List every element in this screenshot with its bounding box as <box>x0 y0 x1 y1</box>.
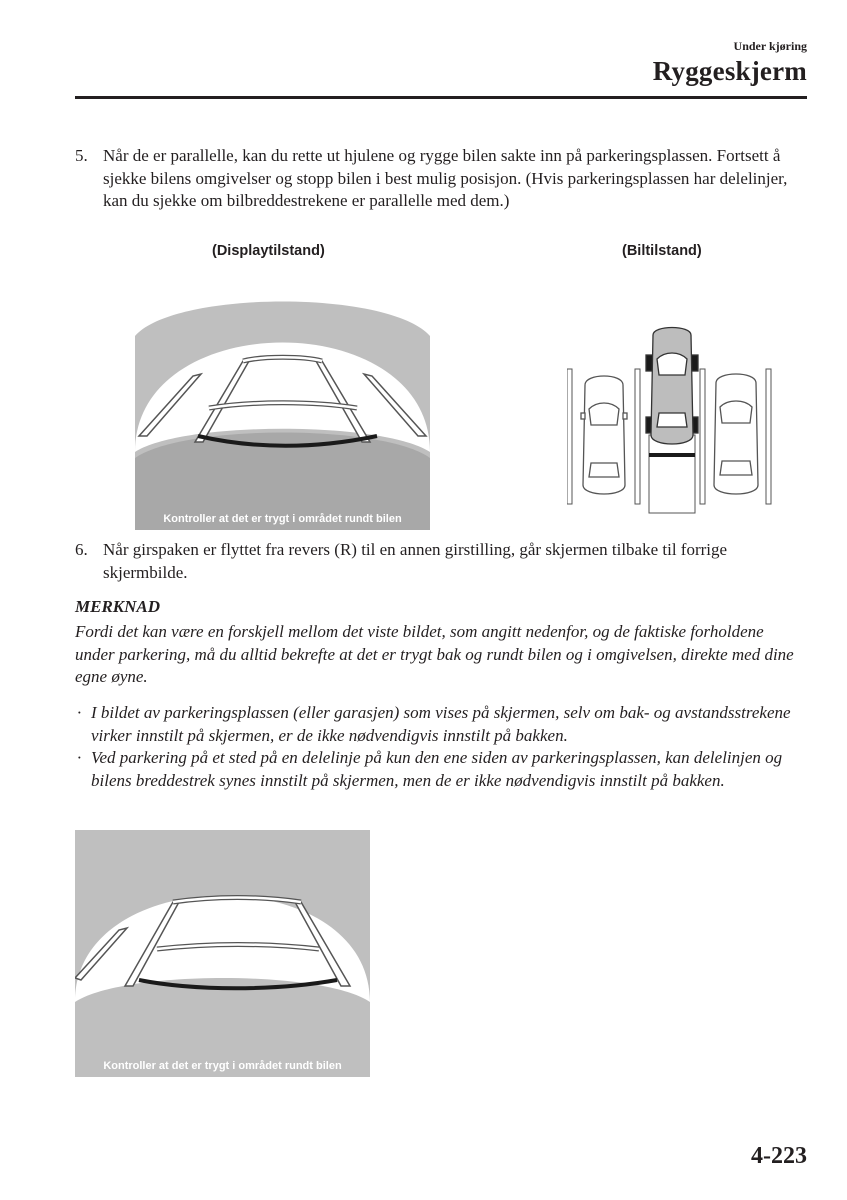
note-bullets <box>75 702 797 792</box>
bullet-text: Ved parkering på et sted på en delelinje på kun den ene siden av parkeringsplassen, kan delelinjen og bilens breddestrek synes innstilt på skjermen, men de er ikke nødvendigvis innstilt på bakken. <box>91 748 783 790</box>
rear-camera-screen-2 <box>75 830 370 1077</box>
parked-car-left <box>581 376 627 494</box>
parking-vehicle-diagram <box>567 325 772 515</box>
step-text: Når de er parallelle, kan du rette ut hjulene og rygge bilen sakte inn på parkeringsplassen. Fortsett å sjekke bilens omgivelser og stopp bilen i best mulig posisjon. (Hvis parkeringsplassen har delelinjer, kan du sjekke om bilbreddestrekene er parallelle med dem.) <box>103 146 788 211</box>
step-number: 6. <box>75 540 88 559</box>
note-heading: MERKNAD <box>75 597 161 616</box>
page-title: Ryggeskjerm <box>652 56 807 86</box>
step-5 <box>75 145 797 213</box>
screen-caption: Kontroller at det er trygt i området rundt bilen <box>103 1060 342 1072</box>
parked-car-right <box>714 374 758 494</box>
list-item <box>75 702 797 747</box>
step-6 <box>75 539 797 584</box>
header-divider <box>75 96 807 99</box>
list-item <box>75 747 797 792</box>
bullet-dot: · <box>77 703 82 722</box>
screen-caption: Kontroller at det er trygt i området rundt bilen <box>163 513 402 525</box>
bullet-dot: · <box>77 748 82 768</box>
bullet-text: I bildet av parkeringsplassen (eller garasjen) som vises på skjermen, selv om bak- og avstandsstrekene virker innstilt på skjermen, er de ikke nødvendigvis innstilt på bakken. <box>91 703 791 745</box>
page-number: 4-223 <box>751 1143 807 1169</box>
rear-camera-view <box>135 286 430 530</box>
step-text: Når girspaken er flyttet fra revers (R) til en annen girstilling, går skjermen tilbake til forrige skjermbilde. <box>103 540 728 582</box>
vehicle-mode-label: (Biltilstand) <box>622 243 702 259</box>
rear-camera-screen <box>135 286 430 530</box>
section-title: Under kjøring <box>733 39 807 53</box>
display-mode-label: (Displaytilstand) <box>212 243 325 259</box>
step-number: 5. <box>75 146 88 165</box>
note-body: Fordi det kan være en forskjell mellom det viste bildet, som angitt nedenfor, og de faktiske forholdene under parkering, må du alltid bekrefte at det er trygt bak og rundt bilen og i omgivelsen, direkte med dine egne øyne. <box>75 622 794 687</box>
reversing-car <box>646 328 698 445</box>
rear-camera-view <box>75 830 370 1077</box>
